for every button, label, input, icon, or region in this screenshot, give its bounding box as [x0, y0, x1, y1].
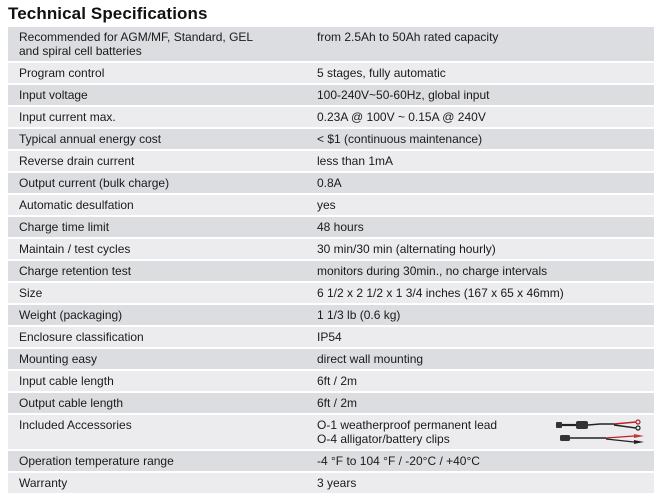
spec-value: 6 1/2 x 2 1/2 x 1 3/4 inches (167 x 65 x 46mm) [304, 282, 654, 304]
spec-value: < $1 (continuous maintenance) [304, 128, 654, 150]
table-row [8, 326, 654, 348]
accessory-item-2: O-4 alligator/battery clips [317, 432, 450, 446]
spec-value: -4 °F to 104 °F / -20°C / +40°C [304, 450, 654, 472]
table-row [8, 150, 654, 172]
spec-value: yes [304, 194, 654, 216]
table-row [8, 392, 654, 414]
table-row [8, 450, 654, 472]
spec-value: 0.8A [304, 172, 654, 194]
table-row [8, 84, 654, 106]
spec-label: Operation temperature range [8, 450, 304, 472]
spec-value: 30 min/30 min (alternating hourly) [304, 238, 654, 260]
spec-label: Output current (bulk charge) [8, 172, 304, 194]
spec-label: Automatic desulfation [8, 194, 304, 216]
table-row [8, 216, 654, 238]
spec-value: 0.23A @ 100V ~ 0.15A @ 240V [304, 106, 654, 128]
spec-value: 3 years [304, 472, 654, 494]
spec-label: Charge time limit [8, 216, 304, 238]
spec-label: Included Accessories [8, 414, 304, 450]
spec-value: 5 stages, fully automatic [304, 62, 654, 84]
spec-label: Enclosure classification [8, 326, 304, 348]
spec-value: 48 hours [304, 216, 654, 238]
spec-label: Program control [8, 62, 304, 84]
table-row [8, 282, 654, 304]
table-row [8, 260, 654, 282]
table-row [8, 370, 654, 392]
spec-value: 6ft / 2m [304, 370, 654, 392]
spec-label: Maintain / test cycles [8, 238, 304, 260]
table-row [8, 304, 654, 326]
spec-value: IP54 [304, 326, 654, 348]
table-row [8, 414, 654, 450]
spec-label [8, 27, 304, 62]
spec-table [8, 27, 654, 495]
spec-label: Typical annual energy cost [8, 128, 304, 150]
table-row [8, 194, 654, 216]
spec-label: Input cable length [8, 370, 304, 392]
table-row [8, 27, 654, 62]
spec-value: 6ft / 2m [304, 392, 654, 414]
spec-value: 100-240V~50-60Hz, global input [304, 84, 654, 106]
table-row [8, 128, 654, 150]
table-row [8, 106, 654, 128]
table-row [8, 238, 654, 260]
spec-label: Input voltage [8, 84, 304, 106]
table-row [8, 62, 654, 84]
spec-value: direct wall mounting [304, 348, 654, 370]
spec-label: Reverse drain current [8, 150, 304, 172]
spec-label: Size [8, 282, 304, 304]
table-row [8, 172, 654, 194]
spec-label-line-2: and spiral cell batteries [19, 44, 142, 58]
spec-label: Warranty [8, 472, 304, 494]
spec-label: Charge retention test [8, 260, 304, 282]
spec-label: Weight (packaging) [8, 304, 304, 326]
accessory-item-1: O-1 weatherproof permanent lead [317, 418, 498, 432]
page-title: Technical Specifications [8, 4, 208, 23]
table-row [8, 472, 654, 494]
spec-label: Input current max. [8, 106, 304, 128]
spec-value: less than 1mA [304, 150, 654, 172]
spec-value: monitors during 30min., no charge intervals [304, 260, 654, 282]
spec-label-line-1: Recommended for AGM/MF, Standard, GEL [19, 30, 254, 44]
spec-value: from 2.5Ah to 50Ah rated capacity [304, 27, 654, 62]
cable-accessories-icon [556, 417, 646, 447]
spec-value: 1 1/3 lb (0.6 kg) [304, 304, 654, 326]
table-row [8, 348, 654, 370]
spec-value [304, 414, 654, 450]
spec-label: Output cable length [8, 392, 304, 414]
spec-label: Mounting easy [8, 348, 304, 370]
